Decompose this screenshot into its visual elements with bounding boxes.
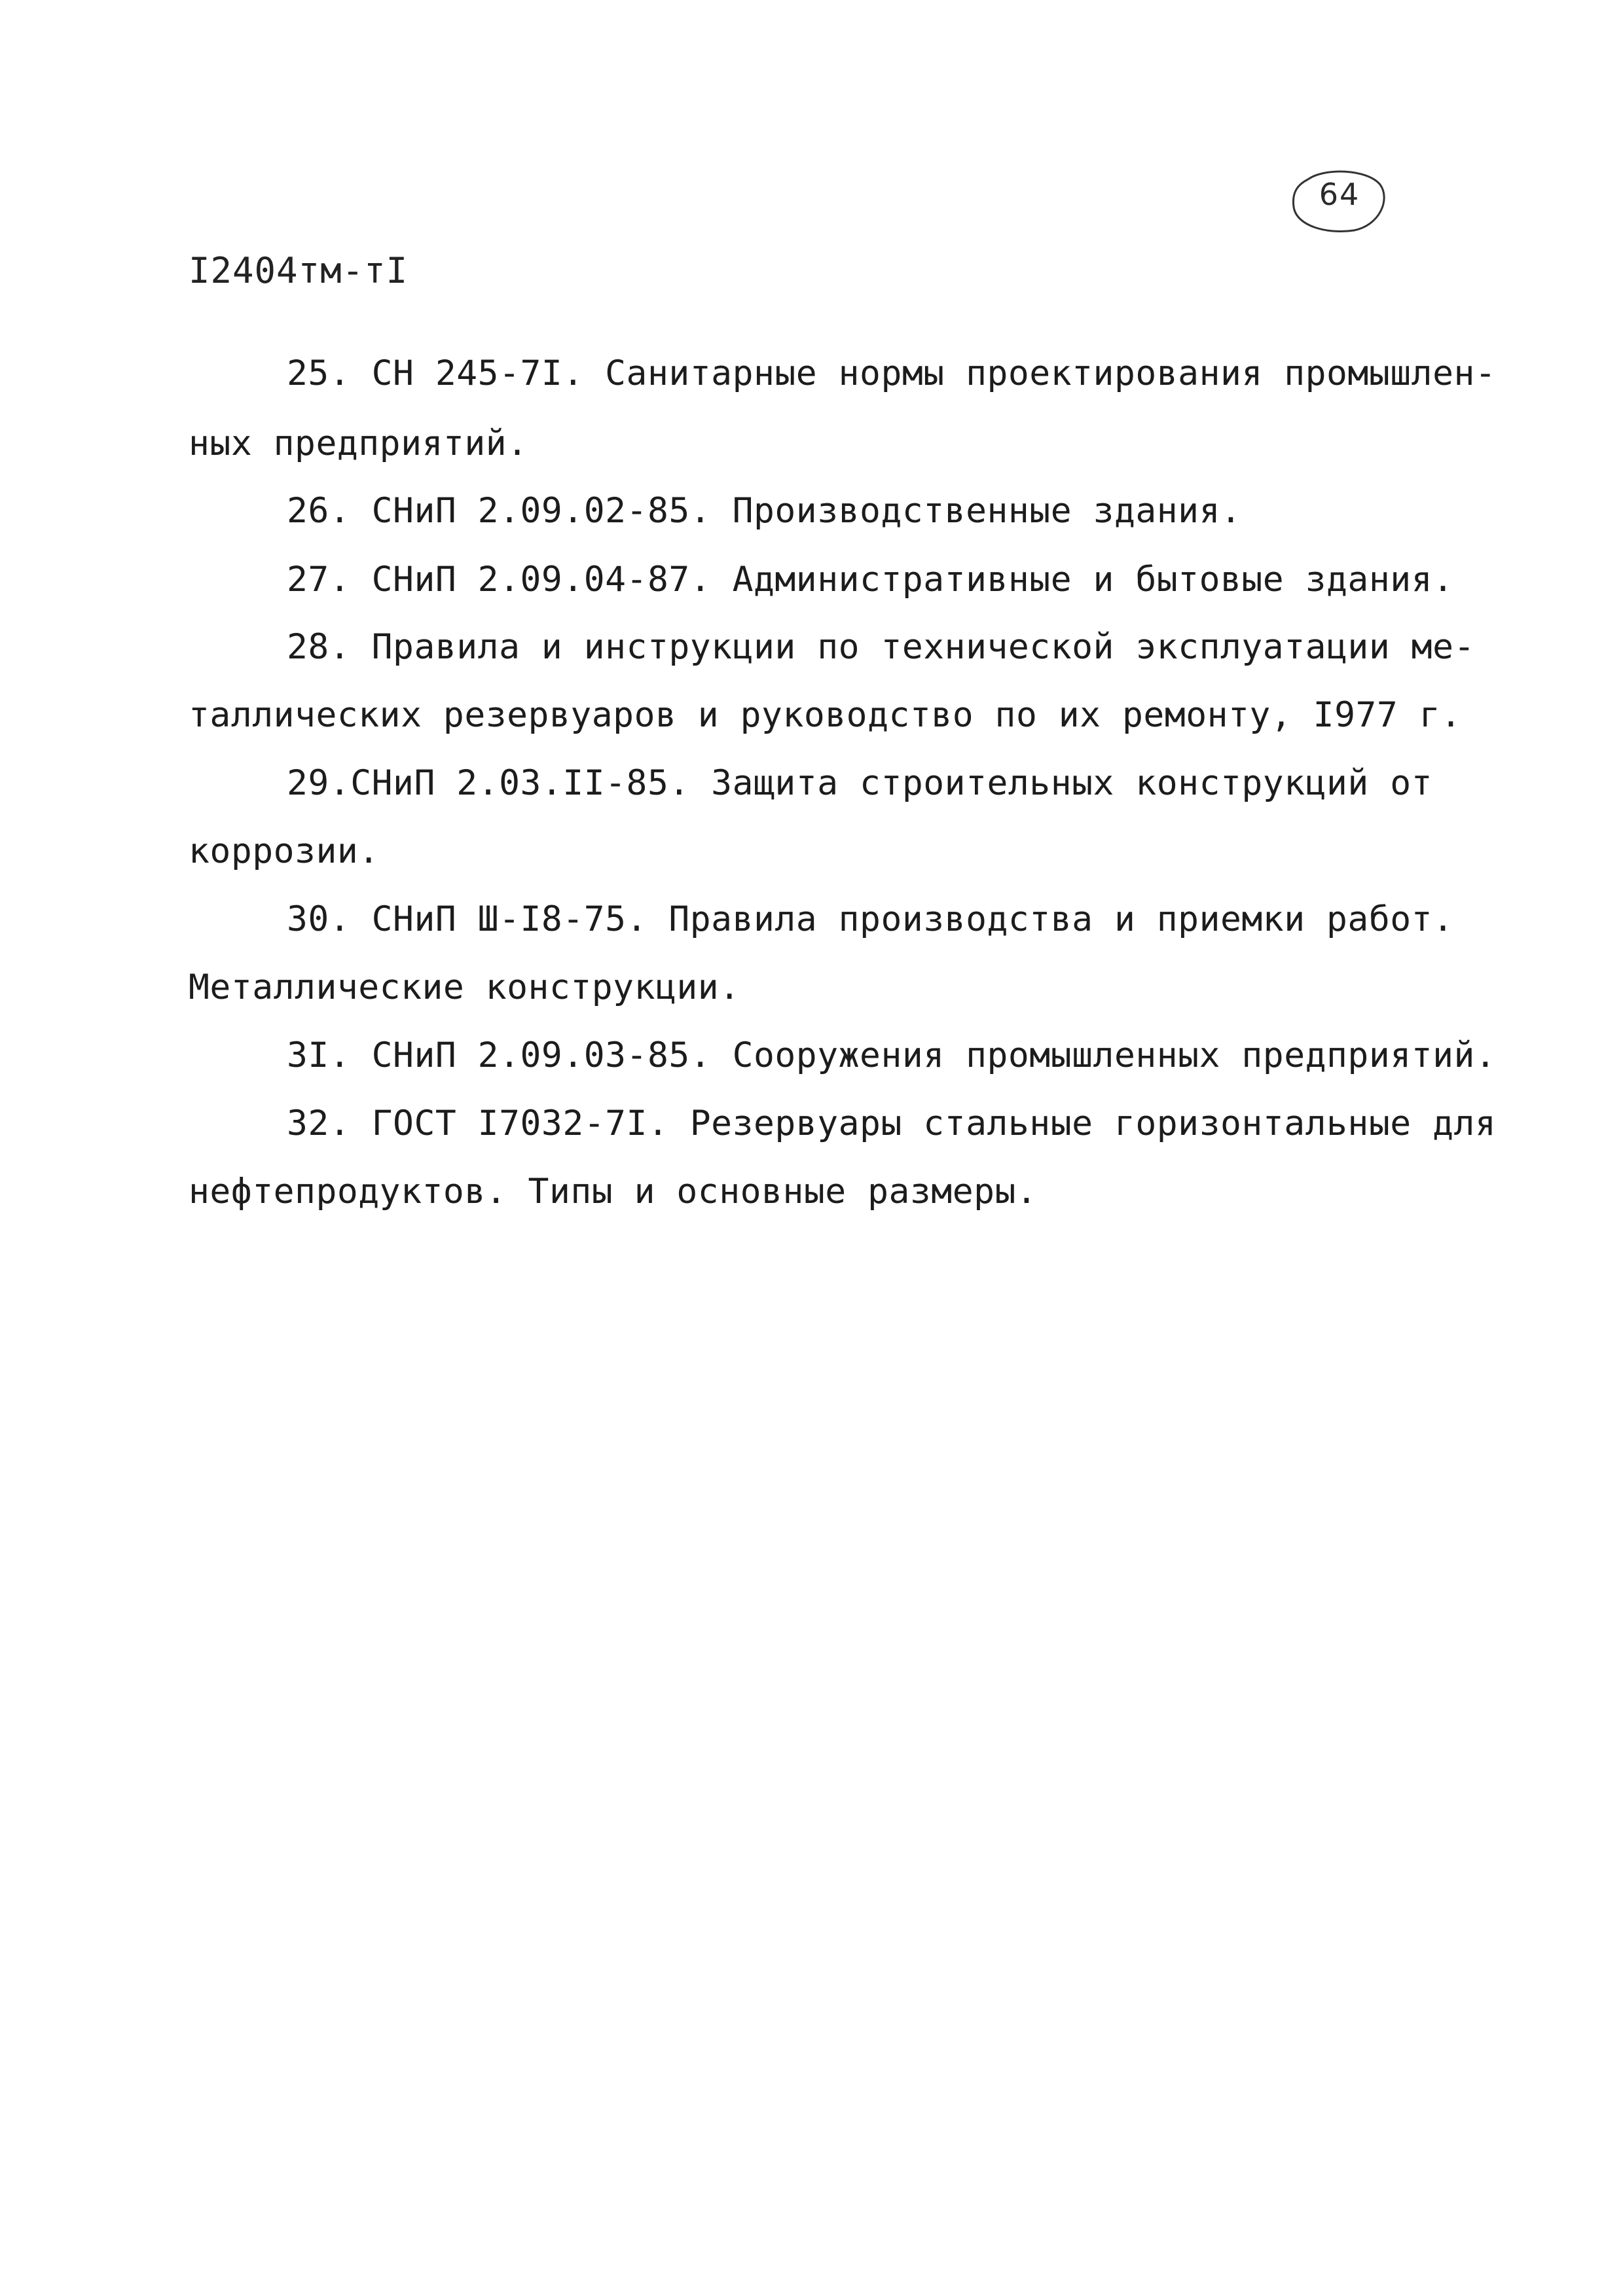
- reference-29-line-1: 29.СНиП 2.03.II-85. Защита строительных конструкций от: [287, 763, 1433, 803]
- reference-31-line-1: 3I. СНиП 2.09.03-85. Сооружения промышленных предприятий.: [287, 1035, 1497, 1075]
- reference-25-line-1: 25. СН 245-7I. Санитарные нормы проектирования промышлен-: [287, 353, 1497, 393]
- reference-29-line-2: коррозии.: [189, 831, 380, 871]
- reference-32-line-1: 32. ГОСТ I7032-7I. Резервуары стальные горизонтальные для: [287, 1103, 1497, 1143]
- reference-25-line-2: ных предприятий.: [189, 423, 528, 463]
- reference-30-line-2: Металлические конструкции.: [189, 967, 740, 1007]
- reference-26-line-1: 26. СНиП 2.09.02-85. Производственные здания.: [287, 491, 1242, 531]
- document-code: I2404тм-тI: [189, 250, 409, 291]
- reference-32-line-2: нефтепродуктов. Типы и основные размеры.: [189, 1172, 1038, 1211]
- page-number: 64: [1319, 177, 1360, 212]
- reference-30-line-1: 30. СНиП Ш-I8-75. Правила производства и приемки работ.: [287, 899, 1454, 939]
- page-number-stamp: [1288, 165, 1391, 237]
- reference-28-line-2: таллических резервуаров и руководство по их ремонту, I977 г.: [189, 695, 1462, 735]
- reference-28-line-1: 28. Правила и инструкции по технической эксплуатации ме-: [287, 627, 1475, 667]
- reference-27-line-1: 27. СНиП 2.09.04-87. Административные и бытовые здания.: [287, 560, 1454, 600]
